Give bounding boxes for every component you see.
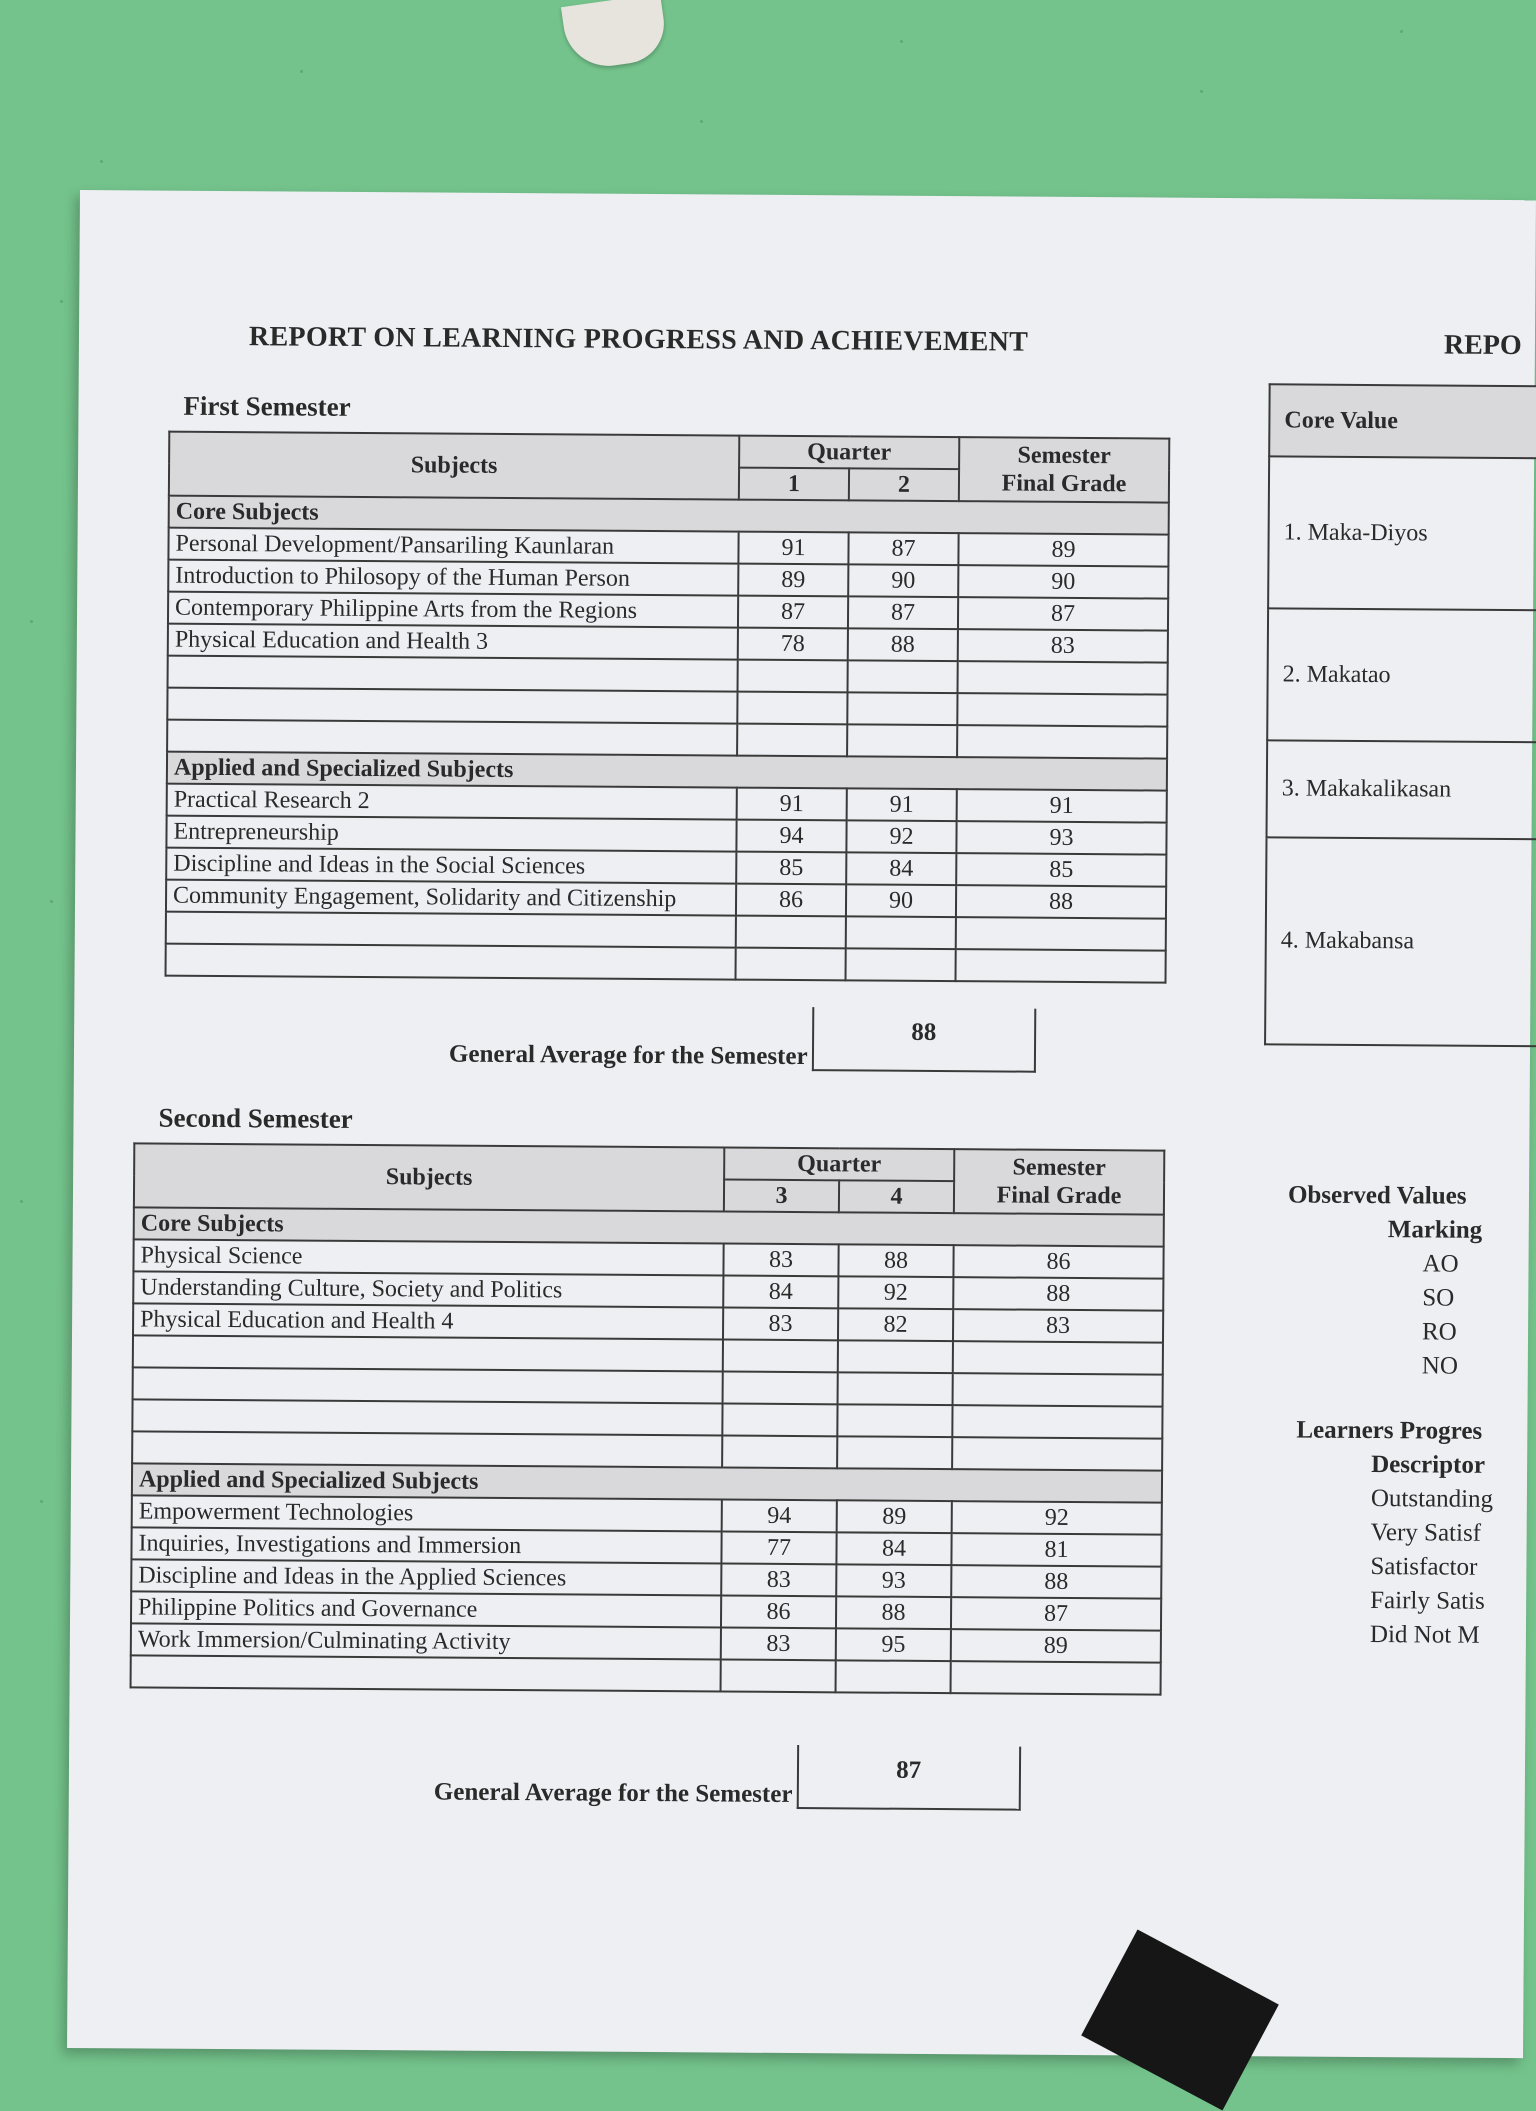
subject-name: Physical Science (133, 1239, 723, 1275)
subjects-header: Subjects (134, 1143, 724, 1211)
grade-q1: 91 (738, 532, 848, 565)
background-speck (30, 620, 33, 623)
background-speck (900, 40, 903, 43)
marking-item: RO (1421, 1318, 1457, 1346)
grade-q3: 84 (723, 1276, 838, 1309)
final-grade: 88 (951, 1565, 1161, 1598)
final-grade: 81 (951, 1533, 1161, 1566)
subject-name: Understanding Culture, Society and Politics (133, 1271, 723, 1307)
final-grade: 87 (951, 1597, 1161, 1630)
subject-name: Entrepreneurship (166, 816, 736, 852)
blank-row (131, 1655, 1161, 1694)
grade-q2: 90 (846, 884, 956, 917)
learners-progress-legend (1295, 1414, 1494, 1653)
background-speck (60, 300, 63, 303)
core-subjects-label: Core Subjects (169, 496, 1169, 535)
background-speck (100, 160, 103, 163)
applied-subjects-label: Applied and Specialized Subjects (167, 752, 1167, 791)
general-average-value: 88 (812, 1007, 1036, 1073)
grade-q4: 95 (836, 1628, 951, 1661)
grade-q2: 90 (848, 564, 958, 597)
grade-q1: 91 (737, 788, 847, 821)
core-value-item: 1. Maka-Diyos (1268, 456, 1536, 610)
grade-q4: 82 (838, 1308, 953, 1341)
observed-values-legend (1287, 1178, 1483, 1383)
quarter-4-header: 4 (839, 1180, 954, 1213)
grade-q2: 91 (847, 788, 957, 821)
grade-q3: 83 (723, 1244, 838, 1277)
grade-q1: 86 (736, 884, 846, 917)
descriptor-item: Fairly Satis (1370, 1587, 1485, 1615)
subjects-header: Subjects (169, 432, 739, 500)
grade-q2: 87 (848, 596, 958, 629)
subject-name: Practical Research 2 (167, 784, 737, 820)
general-average-label: General Average for the Semester (448, 1040, 808, 1071)
final-grade: 85 (956, 853, 1166, 886)
background-speck (700, 120, 703, 123)
final-grade: 89 (951, 1629, 1161, 1662)
grade-q4: 84 (836, 1532, 951, 1565)
grade-q4: 92 (838, 1276, 953, 1309)
subject-name: Inquiries, Investigations and Immersion (131, 1527, 721, 1563)
core-subjects-label: Core Subjects (134, 1207, 1164, 1246)
grade-q2: 84 (846, 852, 956, 885)
grade-q3: 83 (723, 1308, 838, 1341)
final-grade: 88 (956, 885, 1166, 918)
grade-q4: 89 (837, 1500, 952, 1533)
core-value-item: 4. Makabansa (1265, 837, 1536, 1046)
tape-scrap (561, 0, 669, 72)
final-grade-header: Semester Final Grade (954, 1149, 1164, 1214)
quarter-2-header: 2 (849, 468, 959, 501)
final-grade: 88 (953, 1277, 1163, 1310)
first-semester-title: First Semester (183, 390, 351, 422)
grade-q4: 88 (838, 1244, 953, 1277)
final-grade: 86 (953, 1245, 1163, 1278)
final-grade: 87 (958, 597, 1168, 630)
final-grade: 89 (958, 533, 1168, 566)
descriptor-item: Satisfactor (1370, 1553, 1478, 1581)
observed-values-title: Observed Values (1287, 1181, 1467, 1210)
background-speck (40, 1500, 43, 1503)
report-card-page (67, 190, 1536, 2058)
final-grade: 93 (956, 821, 1166, 854)
core-value-item: 2. Makatao (1267, 608, 1536, 742)
quarter-3-header: 3 (724, 1180, 839, 1213)
final-grade: 83 (958, 629, 1168, 662)
second-semester-table (130, 1142, 1166, 1695)
subject-name: Empowerment Technologies (132, 1495, 722, 1531)
background-speck (1400, 30, 1403, 33)
final-grade: 92 (952, 1501, 1162, 1534)
grade-q1: 78 (738, 628, 848, 661)
grade-q4: 88 (836, 1596, 951, 1629)
grade-q4: 93 (836, 1564, 951, 1597)
second-semester-title: Second Semester (158, 1102, 353, 1134)
general-average-value: 87 (796, 1745, 1020, 1811)
subject-name: Discipline and Ideas in the Social Sciences (166, 848, 736, 884)
subject-name: Physical Education and Health 3 (168, 624, 738, 660)
background-speck (50, 900, 53, 903)
subject-name: Philippine Politics and Governance (131, 1591, 721, 1627)
grade-q3: 77 (721, 1532, 836, 1565)
report-title: REPORT ON LEARNING PROGRESS AND ACHIEVEMENT (248, 321, 1029, 358)
final-grade: 90 (958, 565, 1168, 598)
core-value-item: 3. Makakalikasan (1267, 740, 1536, 839)
quarter-header: Quarter (739, 436, 959, 470)
grade-q1: 94 (736, 820, 846, 853)
descriptor-item: Very Satisf (1370, 1519, 1482, 1547)
learners-progress-title: Learners Progres (1296, 1416, 1483, 1445)
grade-q2: 87 (848, 532, 958, 565)
grade-q3: 94 (722, 1500, 837, 1533)
final-grade-header: Semester Final Grade (959, 437, 1169, 502)
core-value-header: Core Value (1269, 384, 1536, 458)
applied-subjects-label: Applied and Specialized Subjects (132, 1463, 1162, 1502)
subject-name: Personal Development/Pansariling Kaunlaran (168, 528, 738, 564)
grade-q2: 92 (846, 820, 956, 853)
background-speck (1200, 90, 1203, 93)
subject-name: Physical Education and Health 4 (133, 1303, 723, 1339)
marking-item: NO (1421, 1352, 1459, 1380)
final-grade: 83 (953, 1309, 1163, 1342)
grade-q3: 83 (721, 1628, 836, 1661)
subject-name: Community Engagement, Solidarity and Citizenship (166, 880, 736, 916)
first-semester-table (165, 431, 1171, 984)
first-semester-average (449, 1005, 1036, 1073)
subject-name: Contemporary Philippine Arts from the Regions (168, 592, 738, 628)
background-speck (300, 70, 303, 73)
grade-q1: 87 (738, 596, 848, 629)
quarter-1-header: 1 (739, 468, 849, 501)
blank-row (166, 944, 1166, 983)
general-average-label: General Average for the Semester (433, 1778, 793, 1809)
grade-q3: 86 (721, 1596, 836, 1629)
grade-q2: 88 (848, 628, 958, 661)
marking-item: AO (1422, 1250, 1459, 1278)
grade-q1: 85 (736, 852, 846, 885)
marking-label: Marking (1387, 1216, 1483, 1244)
final-grade: 91 (957, 789, 1167, 822)
subject-name: Work Immersion/Culminating Activity (131, 1623, 721, 1659)
subject-name: Introduction to Philosopy of the Human Person (168, 560, 738, 596)
right-report-title: REPO (1443, 329, 1522, 362)
background-speck (20, 1200, 23, 1203)
descriptor-item: Outstanding (1370, 1485, 1494, 1513)
subject-name: Discipline and Ideas in the Applied Sciences (131, 1559, 721, 1595)
core-values-table (1264, 383, 1536, 1047)
marking-item: SO (1422, 1284, 1455, 1312)
second-semester-average (434, 1743, 1021, 1811)
descriptor-item: Did Not M (1369, 1621, 1480, 1649)
grade-q3: 83 (721, 1564, 836, 1597)
grade-q1: 89 (738, 564, 848, 597)
descriptor-label: Descriptor (1371, 1451, 1486, 1479)
quarter-header: Quarter (724, 1148, 954, 1182)
